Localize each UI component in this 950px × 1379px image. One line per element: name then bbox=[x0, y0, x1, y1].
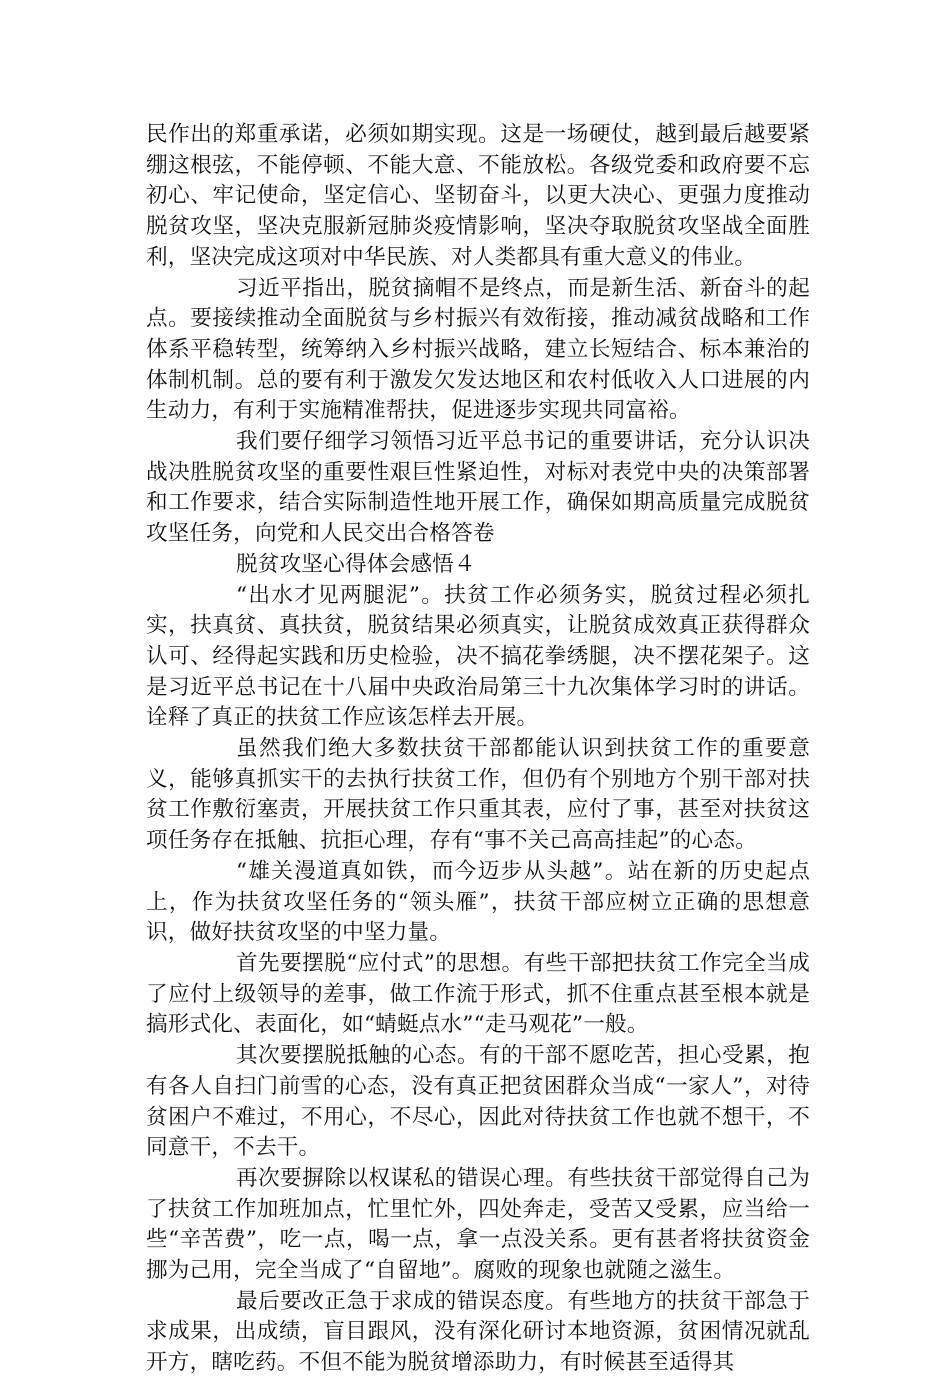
paragraph: 我们要仔细学习领悟习近平总书记的重要讲话，充分认识决战决胜脱贫攻坚的重要性艰巨性紧迫性，对标对表党中央的决策部署和工作要求，结合实际制造性地开展工作，确保如期高质量完成脱贫攻坚任务，向党和人民交出合格答卷 bbox=[146, 429, 810, 547]
paragraph: 其次要摆脱抵触的心态。有的干部不愿吃苦，担心受累，抱有各人自扫门前雪的心态，没有真正把贫困群众当成“一家人”，对待贫困户不难过，不用心，不尽心，因此对待扶贫工作也就不想干，不同意干，不去干。 bbox=[146, 1043, 810, 1161]
paragraph: 首先要摆脱“应付式”的思想。有些干部把扶贫工作完全当成了应付上级领导的差事，做工作流于形式，抓不住重点甚至根本就是搞形式化、表面化，如“蜻蜓点水”“走马观花”一般。 bbox=[146, 950, 810, 1038]
paragraph: “出水才见两腿泥”。扶贫工作必须务实，脱贫过程必须扎实，扶真贫、真扶贫，脱贫结果必须真实，让脱贫成效真正获得群众认可、经得起实践和历史检验，决不搞花拳绣腿，决不摆花架子。这是习近平总书记在十八届中央政治局第三十九次集体学习时的讲话。诠释了真正的扶贫工作应该怎样去开展。 bbox=[146, 582, 810, 731]
paragraph: 虽然我们绝大多数扶贫干部都能认识到扶贫工作的重要意义，能够真抓实干的去执行扶贫工作，但仍有个别地方个别干部对扶贫工作敷衍塞责，开展扶贫工作只重其表，应付了事，甚至对扶贫这项任务存在抵触、抗拒心理，存有“事不关己高高挂起”的心态。 bbox=[146, 736, 810, 854]
paragraph: 民作出的郑重承诺，必须如期实现。这是一场硬仗，越到最后越要紧绷这根弦，不能停顿、不能大意、不能放松。各级党委和政府要不忘初心、牢记使命，坚定信心、坚韧奋斗，以更大决心、更强力度推动脱贫攻坚，坚决克服新冠肺炎疫情影响，坚决夺取脱贫攻坚战全面胜利，坚决完成这项对中华民族、对人类都具有重大意义的伟业。 bbox=[146, 122, 810, 270]
document-body bbox=[146, 120, 810, 1379]
paragraph: 再次要摒除以权谋私的错误心理。有些扶贫干部觉得自己为了扶贫工作加班加点，忙里忙外，四处奔走，受苦又受累，应当给一些“辛苦费”，吃一点，喝一点，拿一点没关系。更有甚者将扶贫资金挪为己用，完全当成了“自留地”。腐败的现象也就随之滋生。 bbox=[146, 1165, 810, 1284]
paragraph: 最后要改正急于求成的错误态度。有些地方的扶贫干部急于求成果，出成绩，盲目跟风，没有深化研讨本地资源，贫困情况就乱开方，瞎吃药。不但不能为脱贫增添助力，有时候甚至适得其 bbox=[146, 1288, 810, 1376]
paragraph: “雄关漫道真如铁，而今迈步从头越”。站在新的历史起点上，作为扶贫攻坚任务的“领头雁”，扶贫干部应树立正确的思想意识，做好扶贫攻坚的中坚力量。 bbox=[146, 858, 810, 946]
paragraph: 习近平指出，脱贫摘帽不是终点，而是新生活、新奋斗的起点。要接续推动全面脱贫与乡村振兴有效衔接，推动减贫战略和工作体系平稳转型，统筹纳入乡村振兴战略，建立长短结合、标本兼治的体制机制。总的要有利于激发欠发达地区和农村低收入人口进展的内生动力，有利于实施精准帮扶，促进逐步实现共同富裕。 bbox=[146, 275, 810, 424]
section-heading: 脱贫攻坚心得体会感悟４ bbox=[236, 551, 476, 577]
